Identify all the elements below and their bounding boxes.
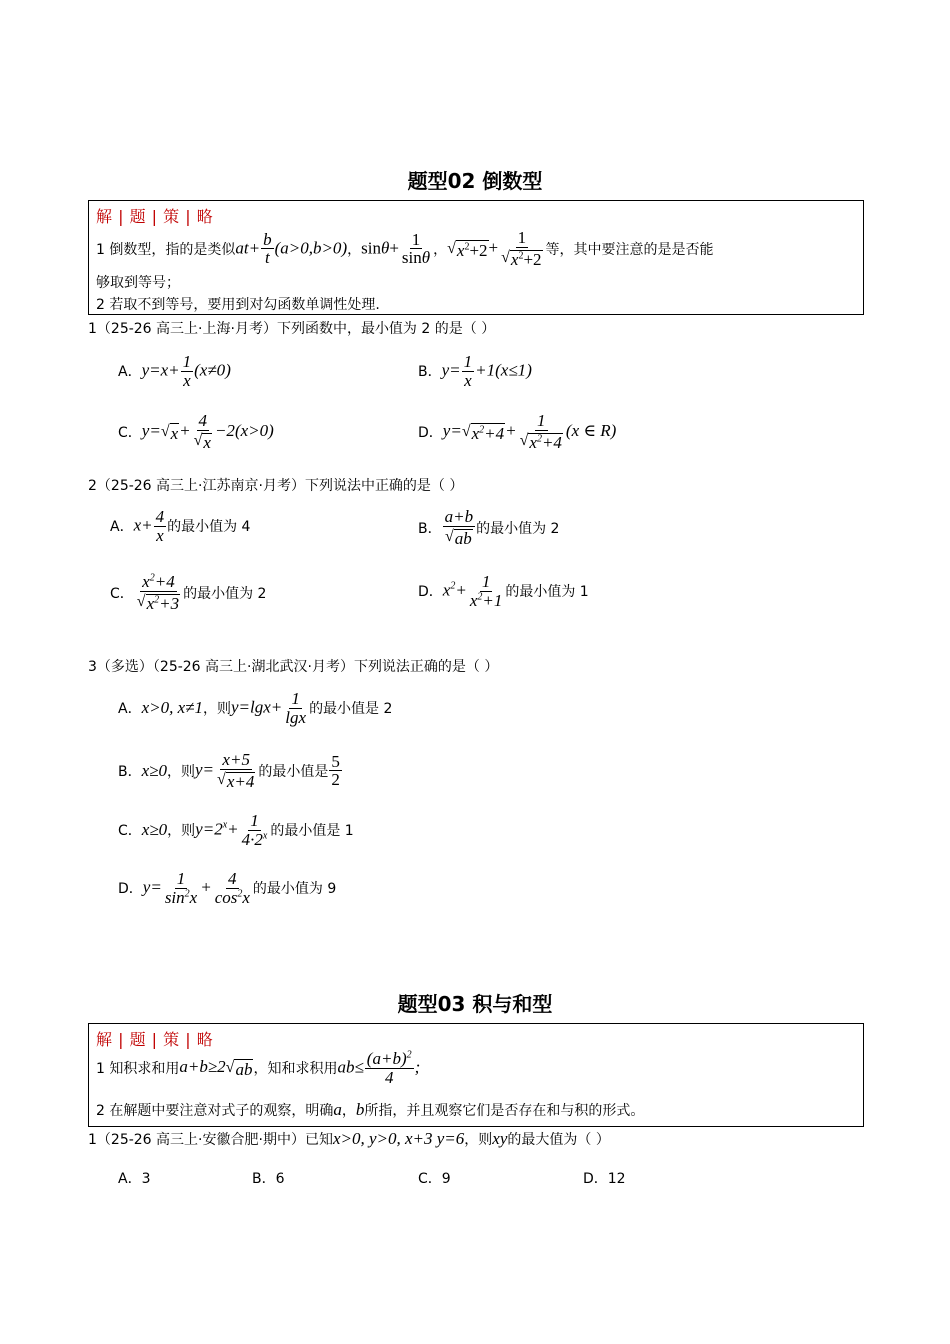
question-2-stem: 2（25-26 高三上·江苏南京·月考）下列说法中正确的是（ ） (88, 478, 464, 494)
q4-option-c[interactable]: C．9 (418, 1171, 451, 1187)
formula-at-b-over-t: at+ $\frac{b}{t}$ (a>0,b>0) (235, 229, 348, 268)
q3-option-a[interactable]: A． x>0, x≠1 ，则 y=lgx+ $\frac{1}{\lg x}$ 的最小值是 2 (118, 689, 393, 727)
q2-option-d[interactable]: D． $x^2+$ $\frac{1}{x^2+1}$ 的最小值为 1 (418, 572, 589, 610)
q3-option-c[interactable]: C． x≥0 ，则 $y=2^x+$ $\frac{1}{4\cdot 2^x}$ 的最小值是 1 (118, 811, 354, 849)
strategy-label: 解 | 题 | 策 | 略 (96, 207, 214, 226)
q4-option-b[interactable]: B．6 (252, 1171, 285, 1187)
q3-option-d[interactable]: D． y= $\frac{1}{\sin^2x}$ + $\frac{4}{\cos^2x}$ 的最小值为 9 (118, 869, 337, 907)
question-1-stem: 1（25-26 高三上·上海·月考）下列函数中，最小值为 2 的是（ ） (88, 321, 496, 337)
q3-option-b[interactable]: B． x≥0 ，则 y= x+5 √ x+4 的最小值是 $\frac{5}{2}$ (118, 750, 340, 791)
strategy-line-2: 2 若取不到等号，要用到对勾函数单调性处理. (96, 297, 380, 313)
strategy-box-03 (88, 1023, 864, 1127)
formula-sqrt: √ $x^2+2$ + 1 √ $x^2+2$ (447, 228, 542, 269)
strategy-line-1: 1 知积求和用 a+b≥2 √ ab ，知和求积用 ab≤ $\frac{(a+b)^2}{4}$ ; (96, 1049, 421, 1087)
section-02-title: 题型02 倒数型 (407, 169, 543, 193)
q4-option-a[interactable]: A．3 (118, 1171, 151, 1187)
strategy-line-1-cont: 够取到等号； (96, 275, 180, 291)
strategy-text: 等，其中要注意的是是否能 (545, 241, 714, 258)
q1-option-d[interactable]: D． y= √ $x^2+4$ + 1 √ $x^2+4$ (x ∈ R) (418, 411, 617, 452)
q2-option-a[interactable]: A． x+ $\frac{4}{x}$ 的最小值为 4 (110, 507, 251, 545)
strategy-box-02 (88, 200, 864, 315)
q1-option-c[interactable]: C． y= √ x + 4 √ x −2(x>0) (118, 411, 274, 452)
strategy-text: 1 倒数型，指的是类似 (96, 241, 236, 258)
question-4-stem: 1（25-26 高三上·安徽合肥·期中）已知 x>0, y>0, x+3 y=6 ，则 xy 的最大值为（ ） (88, 1129, 610, 1148)
q1-option-a[interactable]: A． y=x+ $\frac{1}{x}$ (x≠0) (118, 352, 231, 390)
section-03-title: 题型03 积与和型 (397, 992, 553, 1016)
strategy-label: 解 | 题 | 策 | 略 (96, 1030, 214, 1049)
q1-option-b[interactable]: B． y= $\frac{1}{x}$ +1(x≤1) (418, 352, 532, 390)
formula-sin-theta: sinθ+ $\frac{1}{\sin\theta}$ (361, 229, 431, 268)
strategy-line-1: 1 倒数型，指的是类似 at+ $\frac{b}{t}$ (a>0,b>0) ， sinθ+ $\frac{1}{\sin\theta}$ ， √ $x^2+2$ + 1 √ $x^2+2$ 等，其中要注意的是是否能 (96, 228, 714, 269)
strategy-line-2: 2 在解题中要注意对式子的观察，明确 a ， b 所指，并且观察它们是否存在和与积的形式。 (96, 1100, 645, 1119)
q2-option-c[interactable]: C． $x^2+4$ √ $x^2+3$ 的最小值为 2 (110, 572, 267, 613)
question-3-stem: 3（多选）（25-26 高三上·湖北武汉·月考）下列说法正确的是（ ） (88, 659, 499, 675)
q4-option-d[interactable]: D．12 (583, 1171, 626, 1187)
q2-option-b[interactable]: B． a+b √ ab 的最小值为 2 (418, 507, 560, 548)
